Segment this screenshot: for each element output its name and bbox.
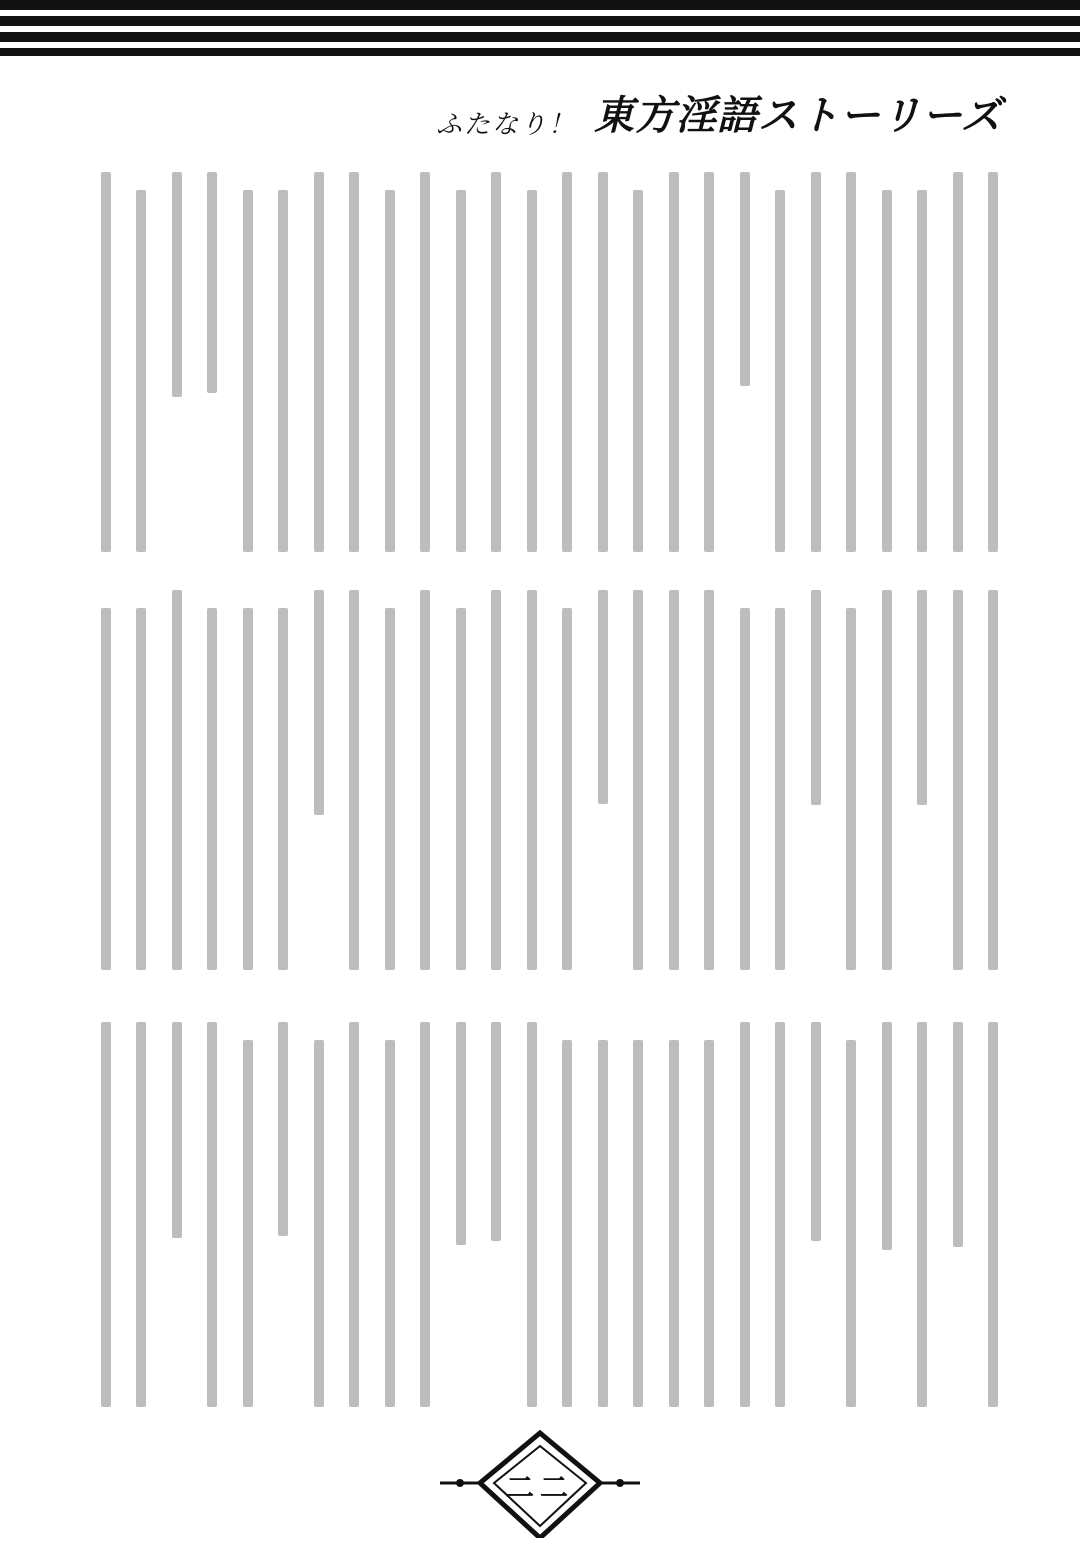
text-column [349,1022,359,1407]
text-column [136,608,146,970]
text-column [917,1022,927,1407]
text-column [740,172,750,386]
text-column [704,1040,714,1407]
page-number-ornament [440,1428,640,1538]
text-column [633,1040,643,1407]
text-column [598,590,608,804]
text-column [740,1022,750,1407]
series-subtitle: ふたなり！ [435,110,576,140]
header-stripes [0,0,1080,62]
text-column [278,190,288,552]
text-block-lower [70,1022,1010,1412]
text-column [882,190,892,552]
text-column [704,590,714,970]
series-title: 東方淫語ストーリーズ [594,92,1002,139]
text-column [846,172,856,552]
text-column [988,1022,998,1407]
text-column [207,1022,217,1407]
page-number: 二二 [505,1471,574,1504]
text-column [349,590,359,970]
text-column [491,1022,501,1241]
text-column [314,172,324,552]
text-column [704,172,714,552]
text-block-upper [70,172,1010,557]
text-column [243,190,253,552]
text-column [172,1022,182,1238]
text-column [491,590,501,970]
text-column [456,608,466,970]
text-column [101,1022,111,1407]
text-column [775,1022,785,1407]
text-column [562,1040,572,1407]
text-column [314,1040,324,1407]
text-column [420,590,430,970]
page-header [436,84,1002,141]
text-column [136,190,146,552]
text-column [349,172,359,552]
text-column [811,590,821,805]
text-column [917,190,927,552]
text-column [456,190,466,552]
text-column [953,1022,963,1247]
text-column [562,608,572,970]
text-column [207,608,217,970]
text-column [278,608,288,970]
text-column [385,1040,395,1407]
text-column [456,1022,466,1245]
text-column [882,1022,892,1250]
text-column [136,1022,146,1407]
text-column [633,590,643,970]
text-column [917,590,927,805]
text-column [598,172,608,552]
text-column [775,608,785,970]
text-column [420,1022,430,1407]
text-column [101,172,111,552]
text-column [633,190,643,552]
text-column [811,1022,821,1241]
text-column [527,190,537,552]
text-column [598,1040,608,1407]
text-column [207,172,217,393]
text-column [953,590,963,970]
text-column [527,1022,537,1407]
text-column [243,1040,253,1407]
text-column [669,590,679,970]
text-column [669,172,679,552]
text-column [314,590,324,815]
text-column [988,172,998,552]
text-column [172,590,182,970]
text-column [953,172,963,552]
text-column [385,608,395,970]
text-column [562,172,572,552]
text-column [811,172,821,552]
text-column [491,172,501,552]
text-column [740,608,750,970]
text-column [172,172,182,397]
text-column [420,172,430,552]
text-block-middle [70,590,1010,975]
text-column [101,608,111,970]
text-column [278,1022,288,1236]
text-column [882,590,892,970]
text-column [243,608,253,970]
text-column [988,590,998,970]
text-column [775,190,785,552]
text-column [527,590,537,970]
text-column [846,1040,856,1407]
text-column [385,190,395,552]
text-column [669,1040,679,1407]
text-column [846,608,856,970]
